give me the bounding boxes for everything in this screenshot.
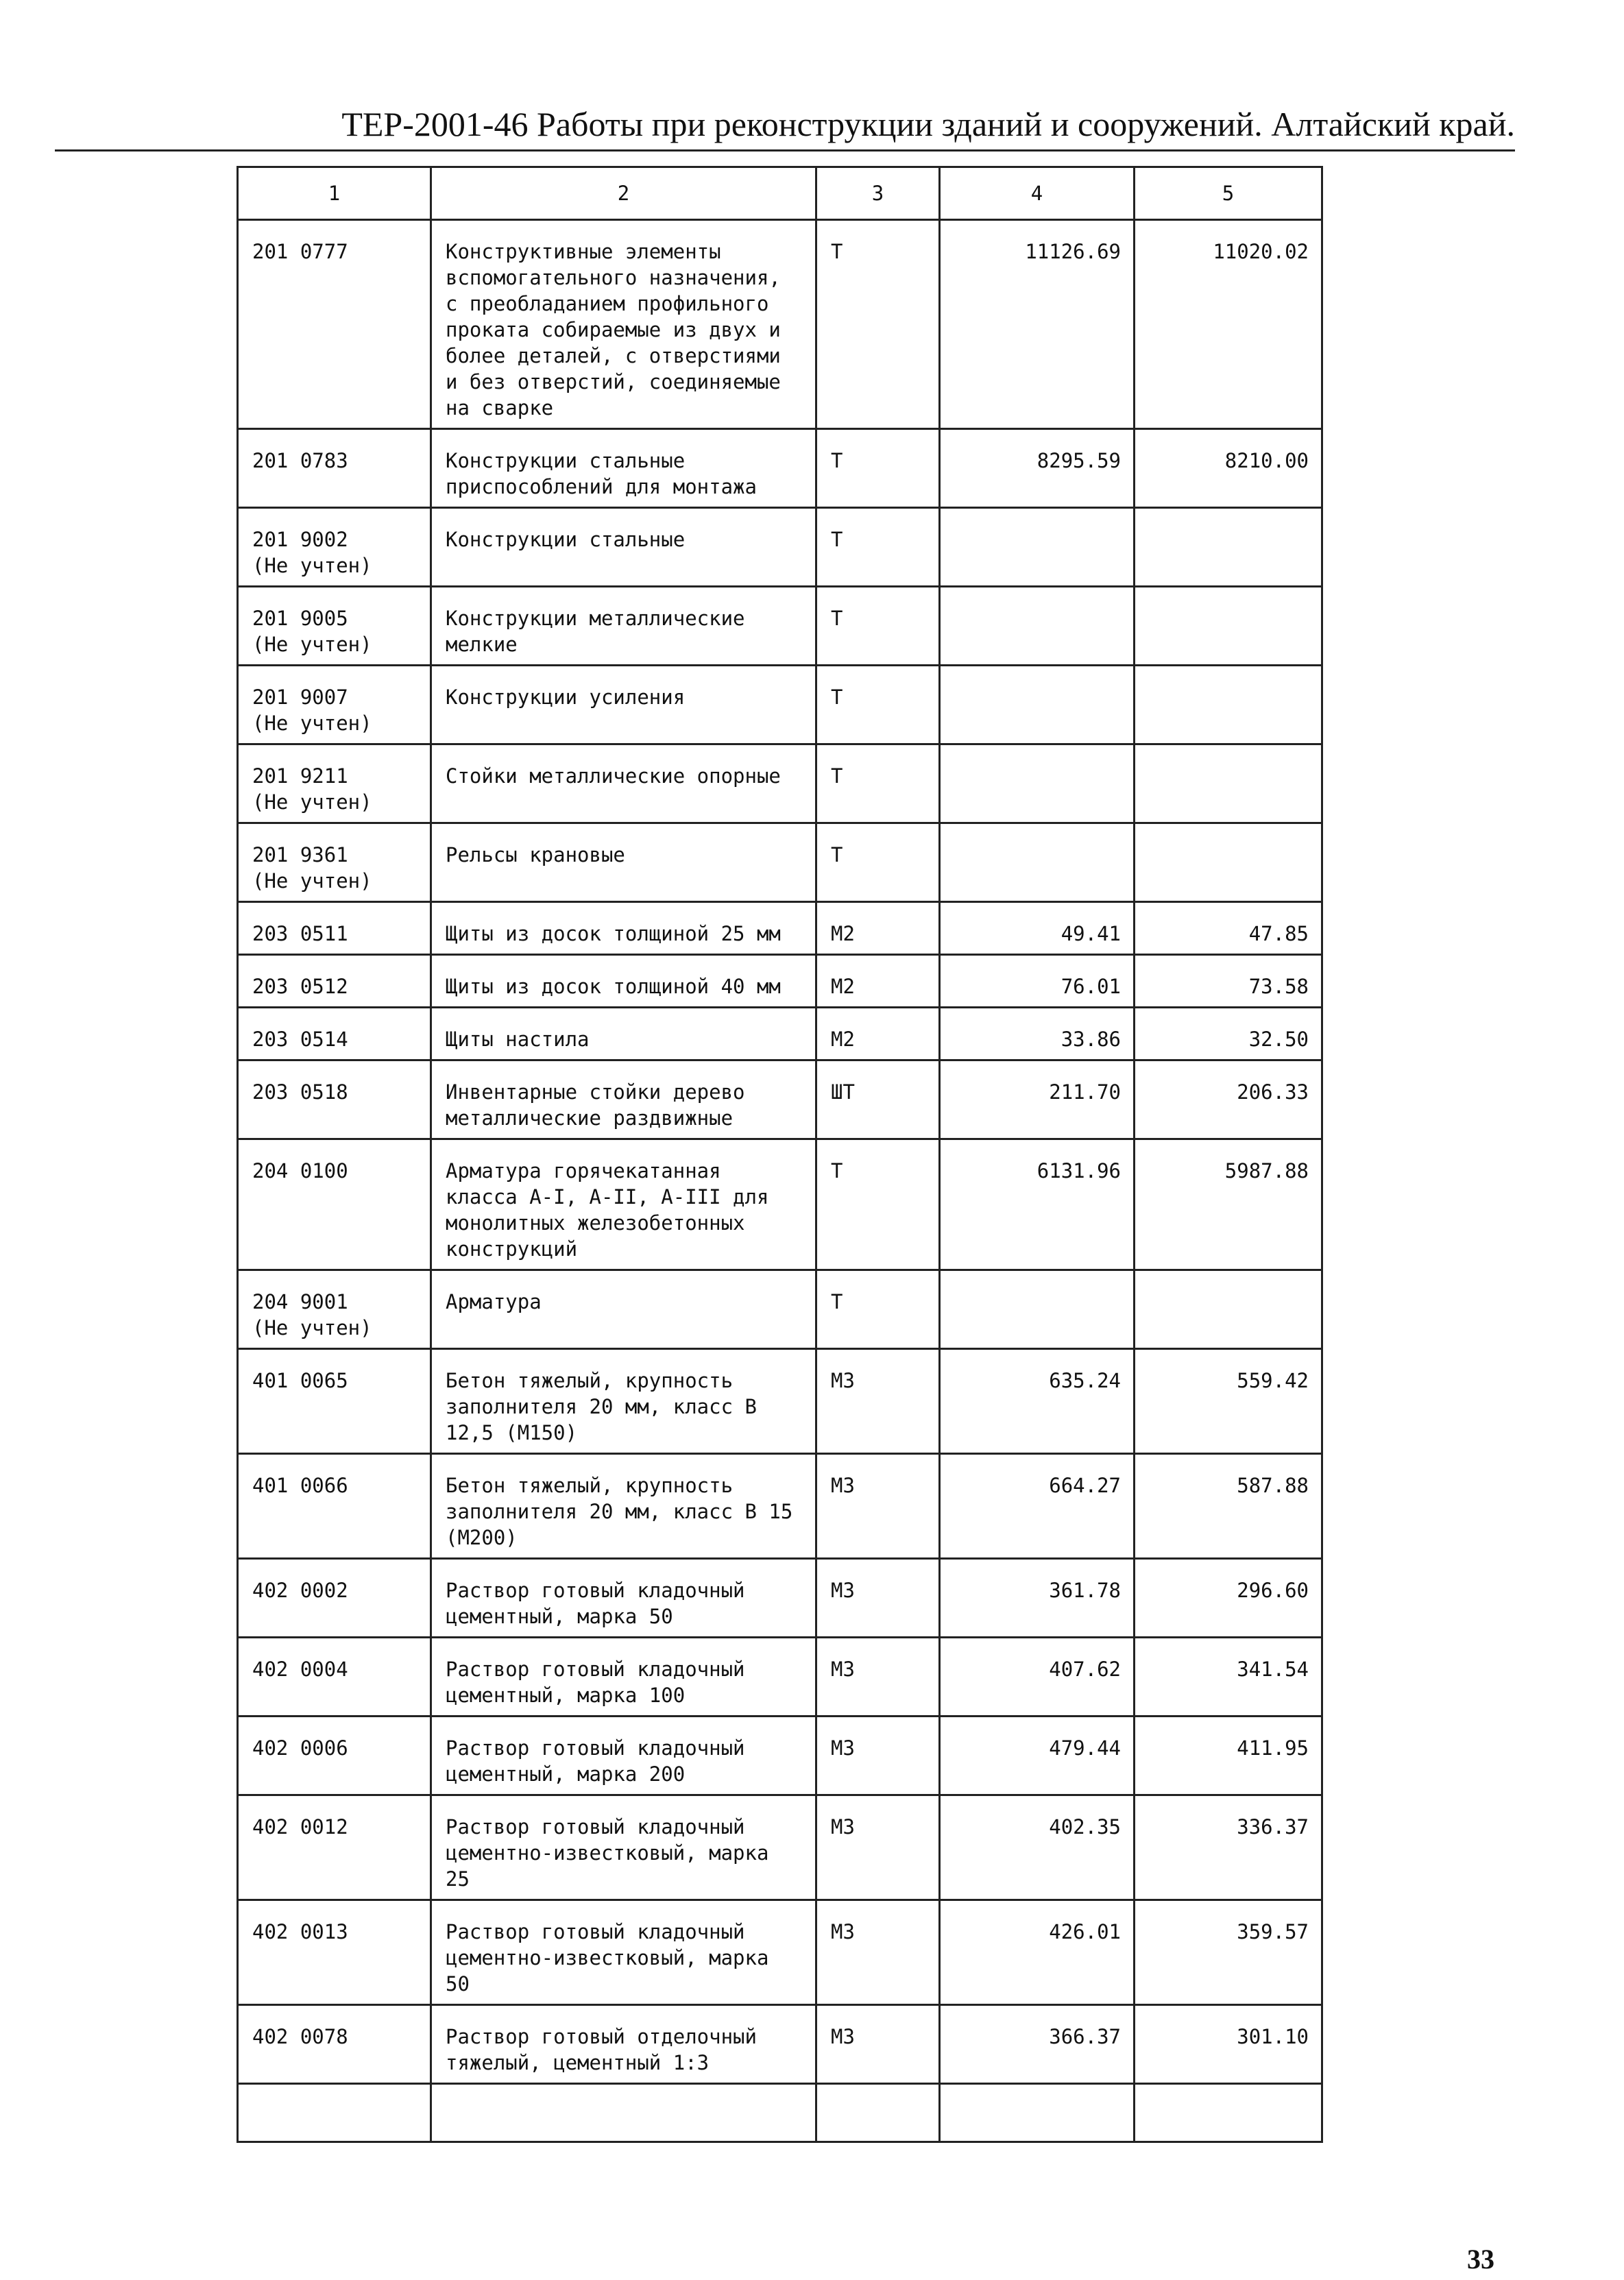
- row-unit-cell: ШТ: [816, 1060, 940, 1139]
- blank-cell: [431, 2084, 816, 2142]
- table-row: [238, 220, 1322, 429]
- document-title: ТЕР-2001-46 Работы при реконструкции зданий и сооружений. Алтайский край.: [341, 105, 1515, 143]
- row-name-cell: Конструкции стальные приспособлений для монтажа: [431, 429, 816, 508]
- row-price-col4-cell: 366.37: [940, 2005, 1135, 2084]
- row-name-cell: Конструкции усиления: [431, 666, 816, 744]
- row-unit-cell: Т: [816, 508, 940, 587]
- table-row: [238, 955, 1322, 1008]
- row-price-col5-cell: 32.50: [1135, 1008, 1322, 1060]
- page-header: [55, 103, 1515, 151]
- table-row: [238, 1008, 1322, 1060]
- row-code-cell: 201 9007 (Не учтен): [238, 666, 431, 744]
- row-unit-cell: Т: [816, 429, 940, 508]
- table-row: [238, 1795, 1322, 1900]
- row-price-col4-cell: [940, 508, 1135, 587]
- table-blank-row: [238, 2084, 1322, 2142]
- row-code-cell: 402 0002: [238, 1559, 431, 1638]
- row-price-col4-cell: 635.24: [940, 1349, 1135, 1454]
- row-code-cell: 204 0100: [238, 1139, 431, 1270]
- row-code-cell: 402 0078: [238, 2005, 431, 2084]
- row-price-col5-cell: 559.42: [1135, 1349, 1322, 1454]
- row-price-col4-cell: 361.78: [940, 1559, 1135, 1638]
- row-price-col4-cell: 407.62: [940, 1638, 1135, 1717]
- table-row: [238, 1270, 1322, 1349]
- row-unit-cell: Т: [816, 587, 940, 666]
- row-price-col4-cell: 426.01: [940, 1900, 1135, 2005]
- blank-cell: [816, 2084, 940, 2142]
- row-price-col4-cell: 479.44: [940, 1717, 1135, 1795]
- table-row: [238, 823, 1322, 902]
- row-unit-cell: М3: [816, 1900, 940, 2005]
- row-price-col4-cell: 402.35: [940, 1795, 1135, 1900]
- row-name-cell: Конструкции стальные: [431, 508, 816, 587]
- row-price-col4-cell: 664.27: [940, 1454, 1135, 1559]
- row-price-col4-cell: [940, 666, 1135, 744]
- row-name-cell: Раствор готовый кладочный цементно-известковый, марка 25: [431, 1795, 816, 1900]
- row-code-cell: 402 0012: [238, 1795, 431, 1900]
- row-code-cell: 203 0512: [238, 955, 431, 1008]
- row-price-col4-cell: [940, 823, 1135, 902]
- row-price-col4-cell: [940, 587, 1135, 666]
- column-number: 1: [238, 167, 431, 220]
- row-name-cell: Стойки металлические опорные: [431, 744, 816, 823]
- row-unit-cell: М3: [816, 1559, 940, 1638]
- column-number: 2: [431, 167, 816, 220]
- row-unit-cell: М3: [816, 1795, 940, 1900]
- price-table: [237, 166, 1323, 2143]
- table-row: [238, 902, 1322, 955]
- row-name-cell: Щиты из досок толщиной 40 мм: [431, 955, 816, 1008]
- table-row: [238, 1900, 1322, 2005]
- blank-cell: [238, 2084, 431, 2142]
- row-code-cell: 201 0777: [238, 220, 431, 429]
- table-row: [238, 1559, 1322, 1638]
- row-code-cell: 201 0783: [238, 429, 431, 508]
- table-row: [238, 1349, 1322, 1454]
- row-price-col5-cell: [1135, 666, 1322, 744]
- row-price-col4-cell: 8295.59: [940, 429, 1135, 508]
- row-code-cell: 402 0006: [238, 1717, 431, 1795]
- row-price-col5-cell: 11020.02: [1135, 220, 1322, 429]
- row-code-cell: 401 0065: [238, 1349, 431, 1454]
- table-row: [238, 1139, 1322, 1270]
- row-name-cell: Раствор готовый кладочный цементный, марка 200: [431, 1717, 816, 1795]
- row-unit-cell: Т: [816, 666, 940, 744]
- row-code-cell: 203 0518: [238, 1060, 431, 1139]
- row-name-cell: Конструкции металлические мелкие: [431, 587, 816, 666]
- row-price-col5-cell: [1135, 508, 1322, 587]
- row-unit-cell: Т: [816, 823, 940, 902]
- row-name-cell: Раствор готовый кладочный цементный, марка 100: [431, 1638, 816, 1717]
- row-code-cell: 203 0514: [238, 1008, 431, 1060]
- row-price-col5-cell: 341.54: [1135, 1638, 1322, 1717]
- row-name-cell: Бетон тяжелый, крупность заполнителя 20 мм, класс В 15 (М200): [431, 1454, 816, 1559]
- row-price-col4-cell: [940, 1270, 1135, 1349]
- row-price-col5-cell: 359.57: [1135, 1900, 1322, 2005]
- row-price-col5-cell: 206.33: [1135, 1060, 1322, 1139]
- row-price-col5-cell: 411.95: [1135, 1717, 1322, 1795]
- table-row: [238, 2005, 1322, 2084]
- row-unit-cell: М2: [816, 1008, 940, 1060]
- column-number: 5: [1135, 167, 1322, 220]
- row-code-cell: 203 0511: [238, 902, 431, 955]
- row-name-cell: Раствор готовый кладочный цементно-известковый, марка 50: [431, 1900, 816, 2005]
- row-price-col5-cell: 47.85: [1135, 902, 1322, 955]
- page-number: 33: [1467, 2244, 1494, 2275]
- row-unit-cell: М2: [816, 902, 940, 955]
- row-price-col5-cell: 301.10: [1135, 2005, 1322, 2084]
- row-unit-cell: М3: [816, 1638, 940, 1717]
- row-price-col4-cell: 76.01: [940, 955, 1135, 1008]
- row-name-cell: Арматура горячекатанная класса А-I, А-II, А-III для монолитных железобетонных конструкций: [431, 1139, 816, 1270]
- price-table-body: [238, 167, 1322, 2142]
- row-code-cell: 201 9211 (Не учтен): [238, 744, 431, 823]
- table-row: [238, 1060, 1322, 1139]
- row-name-cell: Раствор готовый отделочный тяжелый, цементный 1:3: [431, 2005, 816, 2084]
- row-code-cell: 201 9005 (Не учтен): [238, 587, 431, 666]
- row-code-cell: 201 9002 (Не учтен): [238, 508, 431, 587]
- row-unit-cell: Т: [816, 1270, 940, 1349]
- row-unit-cell: Т: [816, 744, 940, 823]
- row-price-col5-cell: 73.58: [1135, 955, 1322, 1008]
- row-price-col5-cell: 5987.88: [1135, 1139, 1322, 1270]
- row-price-col5-cell: 587.88: [1135, 1454, 1322, 1559]
- row-name-cell: Щиты настила: [431, 1008, 816, 1060]
- table-row: [238, 1638, 1322, 1717]
- row-name-cell: Щиты из досок толщиной 25 мм: [431, 902, 816, 955]
- row-unit-cell: М3: [816, 2005, 940, 2084]
- blank-cell: [940, 2084, 1135, 2142]
- row-price-col4-cell: 11126.69: [940, 220, 1135, 429]
- row-price-col5-cell: [1135, 587, 1322, 666]
- column-number: 3: [816, 167, 940, 220]
- row-name-cell: Инвентарные стойки дерево металлические раздвижные: [431, 1060, 816, 1139]
- column-number: 4: [940, 167, 1135, 220]
- row-name-cell: Бетон тяжелый, крупность заполнителя 20 мм, класс В 12,5 (М150): [431, 1349, 816, 1454]
- table-row: [238, 587, 1322, 666]
- table-row: [238, 429, 1322, 508]
- row-price-col5-cell: [1135, 744, 1322, 823]
- row-price-col5-cell: 296.60: [1135, 1559, 1322, 1638]
- row-price-col4-cell: 211.70: [940, 1060, 1135, 1139]
- row-name-cell: Конструктивные элементы вспомогательного назначения, с преобладанием профильного проката собираемые из двух и более деталей, с отверстиями и без отверстий, соединяемые на сварке: [431, 220, 816, 429]
- row-price-col5-cell: [1135, 823, 1322, 902]
- row-unit-cell: М3: [816, 1454, 940, 1559]
- row-price-col4-cell: 6131.96: [940, 1139, 1135, 1270]
- row-code-cell: 402 0013: [238, 1900, 431, 2005]
- row-name-cell: Арматура: [431, 1270, 816, 1349]
- table-row: [238, 1717, 1322, 1795]
- column-numbers-row: [238, 167, 1322, 220]
- row-name-cell: Рельсы крановые: [431, 823, 816, 902]
- row-unit-cell: Т: [816, 220, 940, 429]
- row-price-col5-cell: 336.37: [1135, 1795, 1322, 1900]
- row-price-col5-cell: 8210.00: [1135, 429, 1322, 508]
- row-code-cell: 401 0066: [238, 1454, 431, 1559]
- row-unit-cell: Т: [816, 1139, 940, 1270]
- row-price-col4-cell: [940, 744, 1135, 823]
- row-price-col4-cell: 49.41: [940, 902, 1135, 955]
- table-row: [238, 666, 1322, 744]
- row-code-cell: 201 9361 (Не учтен): [238, 823, 431, 902]
- row-unit-cell: М3: [816, 1349, 940, 1454]
- row-unit-cell: М3: [816, 1717, 940, 1795]
- table-row: [238, 508, 1322, 587]
- row-code-cell: 402 0004: [238, 1638, 431, 1717]
- blank-cell: [1135, 2084, 1322, 2142]
- table-row: [238, 744, 1322, 823]
- table-row: [238, 1454, 1322, 1559]
- row-price-col4-cell: 33.86: [940, 1008, 1135, 1060]
- row-name-cell: Раствор готовый кладочный цементный, марка 50: [431, 1559, 816, 1638]
- row-unit-cell: М2: [816, 955, 940, 1008]
- row-price-col5-cell: [1135, 1270, 1322, 1349]
- row-code-cell: 204 9001 (Не учтен): [238, 1270, 431, 1349]
